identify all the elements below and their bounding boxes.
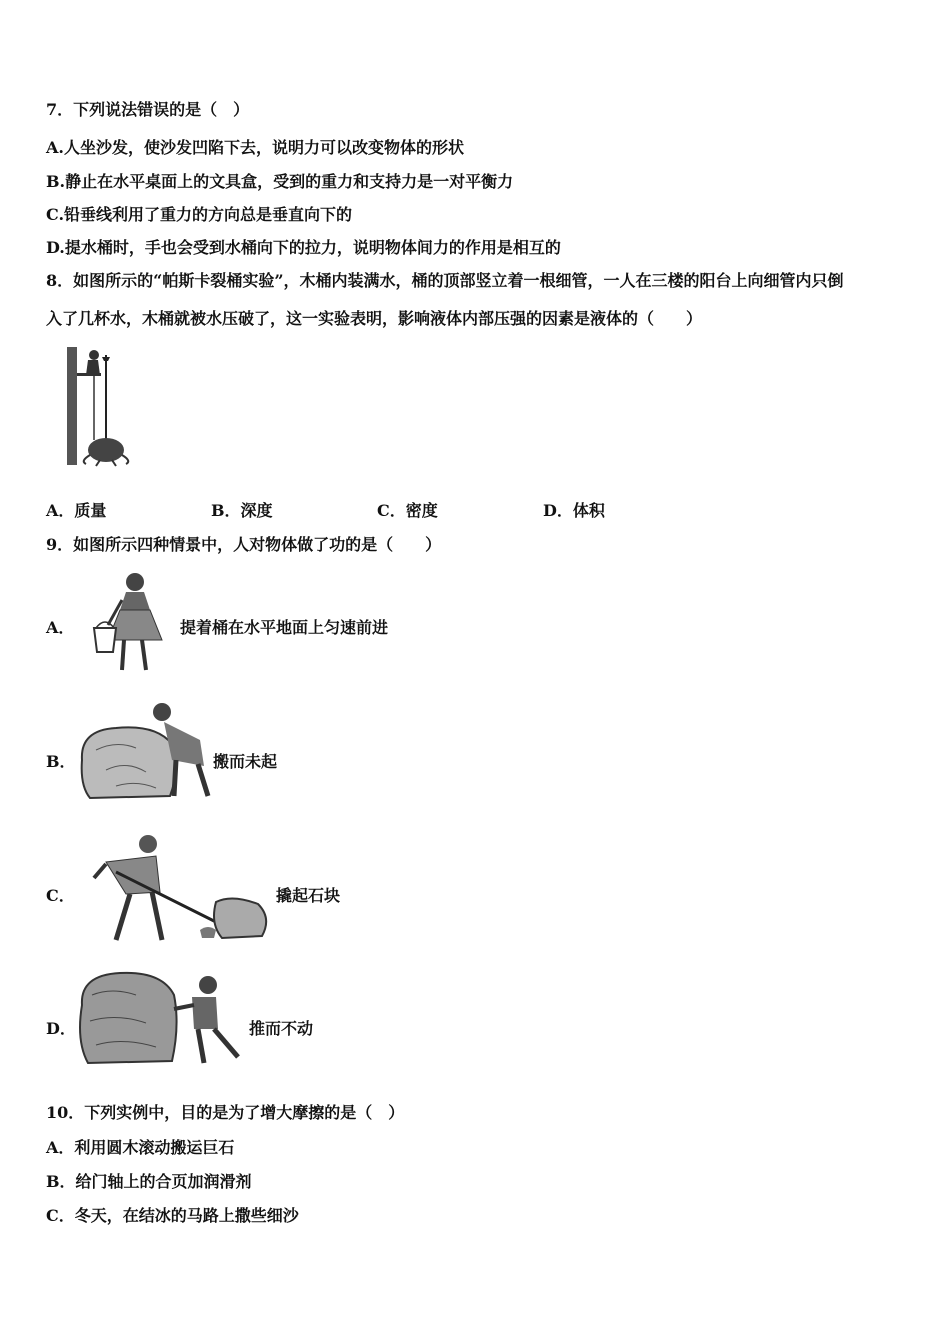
q8-option-d: D．体积 — [543, 501, 605, 520]
q7-option-c: C.铅垂线利用了重力的方向总是垂直向下的 — [46, 205, 353, 224]
q9-option-d-caption: 推而不动 — [249, 1019, 314, 1038]
q7-option-a: A.人坐沙发，使沙发凹陷下去，说明力可以改变物体的形状 — [46, 138, 464, 157]
q9-option-c-caption: 撬起石块 — [276, 886, 341, 905]
q7-option-b: B.静止在水平桌面上的文具盒，受到的重力和支持力是一对平衡力 — [46, 172, 514, 191]
q10-option-c: C．冬天，在结冰的马路上撒些细沙 — [46, 1206, 299, 1225]
q7-option-d: D.提水桶时，手也会受到水桶向下的拉力，说明物体间力的作用是相互的 — [46, 238, 561, 257]
boy-lifting-rock-figure — [76, 700, 216, 804]
q9-option-a-caption: 提着桶在水平地面上匀速前进 — [180, 618, 389, 637]
q10-option-a: A．利用圆木滚动搬运巨石 — [46, 1138, 235, 1157]
q9-option-d-letter: D． — [46, 1019, 76, 1038]
q7-stem: 7．下列说法错误的是（ ） — [46, 100, 250, 119]
q9-option-b-caption: 搬而未起 — [213, 752, 278, 771]
q8-option-b: B．深度 — [211, 501, 273, 520]
q8-option-c: C．密度 — [377, 501, 438, 520]
q8-stem-line2: 入了几杯水，木桶就被水压破了，这一实验表明，影响液体内部压强的因素是液体的（ ） — [46, 309, 703, 328]
q8-option-a: A．质量 — [46, 501, 107, 520]
q10-stem: 10．下列实例中，目的是为了增大摩擦的是（ ） — [46, 1103, 405, 1122]
q9-option-b-letter: B． — [46, 752, 76, 771]
girl-carrying-bucket-figure — [80, 570, 175, 680]
q8-stem-line1: 8．如图所示的“帕斯卡裂桶实验”，木桶内装满水，桶的顶部竖立着一根细管，一人在三楼的阳台上向细管内只倒 — [46, 271, 844, 290]
boy-pushing-rock-figure — [72, 965, 244, 1069]
man-prying-rock-figure — [76, 832, 276, 948]
q9-option-a-letter: A． — [46, 618, 75, 637]
q9-stem: 9．如图所示四种情景中，人对物体做了功的是（ ） — [46, 535, 442, 554]
q9-option-c-letter: C． — [46, 886, 75, 905]
q10-option-b: B．给门轴上的合页加润滑剂 — [46, 1172, 252, 1191]
pascal-barrel-figure — [66, 345, 138, 467]
